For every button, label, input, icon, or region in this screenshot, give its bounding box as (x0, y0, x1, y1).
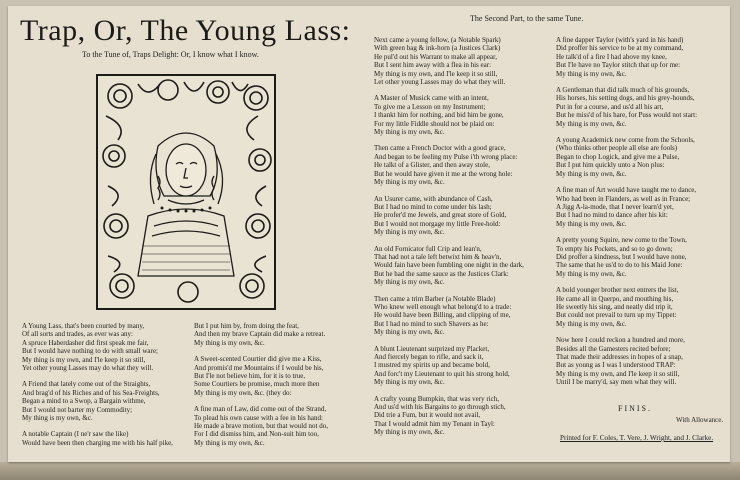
verse-line: A bold younger brother next entrers the list, (556, 286, 679, 295)
verse-line: My thing is my own, &c. (374, 178, 445, 187)
stanza (194, 405, 362, 447)
verse-line: He profer'd me Jewels, and great store of Gold, (374, 211, 507, 220)
verse-line: A notable Captain (I ne'r saw the like) (22, 430, 129, 439)
verse-line: Did trie a Fum, but it would not avail, (374, 411, 481, 420)
verse-line: (Who thinks other people all else are fools) (556, 144, 678, 153)
stanza (374, 245, 550, 287)
verse-line: Began a mind to a Swop, a Bargain withme, (22, 397, 146, 406)
verse-line: But I had no mind to dance after his kit: (556, 211, 668, 220)
verse-line: A Young Lass, that's been courted by many, (22, 322, 145, 330)
verse-line: For my little Fiddle should not be plaid on: (374, 119, 495, 128)
stanza (374, 36, 550, 86)
verse-line: Besides all the Gamesters recited before; (556, 344, 671, 353)
verse-line: A young Academick new come from the Schools, (556, 136, 695, 145)
verse-line: He pul'd out his Warrant to make all appear, (374, 52, 497, 61)
verse-line: But I had no mind to such Shavers as he: (374, 319, 489, 328)
verse-line: Who had been in Flanders, as well as in France; (556, 194, 691, 203)
verse-line: My thing is my own, and I'le keep it so still, (22, 355, 146, 364)
verse-line: He would have been Billing, and clipping of me, (374, 311, 511, 320)
verse-line: He made a brave motion, but that would not do, (194, 422, 328, 431)
verse-line: Now here I could reckon a hundred and more, (556, 336, 685, 345)
verse-line: That made their addresses in hopes of a snap, (556, 353, 683, 361)
verse-line: But I put him quickly unto a Non plus: (556, 161, 665, 170)
verse-line: He talk'd of a fire I had above my knee, (556, 52, 667, 61)
verse-line: And us'd with his Bargains to go through stich, (374, 403, 506, 412)
verse-line: Did proffer his service to be at my command, (556, 44, 684, 53)
verse-line: My thing is my own, and I'le keep it so still, (556, 369, 680, 378)
verse-line: And fiercely began to rifle, and sack it, (374, 353, 484, 361)
verse-line: A fine dapper Taylor (with's yard in his hand) (556, 36, 684, 44)
verse-column-b (194, 322, 362, 455)
stanza (374, 395, 550, 437)
stanza (556, 136, 732, 178)
verse-line: But he miss'd of his hare, for Puss would not start: (556, 111, 698, 120)
verse-line: Then came a trim Barber (a Notable Blade) (374, 294, 496, 303)
verse-line: My thing is my own, &c. (374, 428, 445, 437)
woodcut-portrait-icon (96, 74, 276, 310)
finis-label: FINIS. (618, 404, 653, 413)
verse-line: A pretty young Squire, new come to the Town, (556, 236, 687, 245)
verse-line: He sweetly his sing, and neatly did trip it, (556, 302, 673, 311)
verse-line: But could not prevail to turn up my Tippet: (556, 311, 677, 320)
verse-column-d (556, 36, 732, 395)
verse-line: A Master of Musick came with an intent, (374, 94, 489, 103)
verse-line: His horses, his setting dogs, and his grey-hounds, (556, 94, 695, 103)
verse-line: That had not a tale left betwixt him & heav'n, (374, 252, 502, 261)
verse-line: With green bag & ink-horn (a Justices Clark) (374, 44, 501, 53)
verse-line: Would fain have been fumbling one night in the dark, (374, 261, 524, 270)
printer-imprint: Printed for F. Coles, T. Vere, J. Wright, and J. Clarke. (560, 434, 714, 442)
verse-line: But I'le have no Taylor stitch that up for me: (556, 61, 681, 70)
verse-line: The same that he us'd to do to his Maid Jone: (556, 261, 683, 270)
verse-line: But I would not barter my Commodity; (22, 405, 133, 414)
verse-line: A Gentleman that did talk much of his grounds, (556, 86, 690, 95)
verse-line: Some Courtiers be promise, much more then (194, 380, 320, 389)
tune-line: To the Tune of, Traps Delight: Or, I know what I know. (82, 50, 259, 59)
verse-line: Would have been then charging me with his half pike, (22, 438, 173, 447)
verse-line: A fine man of Art would have taught me to dance, (556, 186, 697, 195)
ballad-title: Trap, Or, The Young Lass: (20, 14, 351, 47)
verse-line: I mustred my spirits up and became bold, (374, 361, 490, 370)
verse-line: My thing is my own, &c. (194, 338, 265, 347)
verse-line: My thing is my own, &c. (22, 414, 93, 423)
verse-line: Did proffer a kindness, but I would have none, (556, 252, 687, 261)
verse-line: But I'le not believe him, for it is to true, (194, 372, 306, 381)
stanza (374, 195, 550, 237)
verse-line: A spruce Haberdasher did first speak me fair, (22, 338, 149, 347)
stanza (194, 322, 362, 347)
verse-line: My thing is my own, &c. (556, 69, 627, 78)
verse-line: A Friend that lately come out of the Straights, (22, 380, 151, 389)
verse-line: My thing is my own, &c. (they do: (194, 388, 292, 397)
verse-line: Then came a French Doctor with a good grace, (374, 144, 506, 153)
verse-line: To give me a Lesson on my Instrument; (374, 102, 486, 111)
verse-line: My thing is my own, &c. (556, 269, 627, 278)
verse-line: My thing is my own, &c. (556, 169, 627, 178)
verse-line: My thing is my own, &c. (556, 119, 627, 128)
verse-line: He talkt of a Glister, and then away stole, (374, 161, 490, 170)
stanza (22, 430, 190, 447)
verse-line: Until I be marry'd, say men what they will. (556, 378, 677, 387)
broadside-page (8, 6, 730, 462)
second-part-heading: The Second Part, to the same Tune. (470, 14, 584, 23)
verse-line: An Usurer came, with abundance of Cash, (374, 194, 493, 203)
verse-line: He came all in Querpo, and mouthing his, (556, 294, 674, 303)
verse-line: But I sent him away with a flea in his ear: (374, 61, 492, 70)
verse-line: A blunt Lieutenant surprized my Placket, (374, 344, 490, 353)
verse-line: For I did dismiss him, and Non-suit him too, (194, 430, 319, 439)
verse-line: My thing is my own, &c. (374, 378, 445, 387)
verse-line: And promis'd me Mountains if I would be his, (194, 363, 324, 372)
verse-line: And began to be feeling my Pulse i'th wrong place: (374, 152, 518, 161)
book-bottom-edge (0, 462, 740, 480)
verse-line: Of all sorts and trades, as ever was any: (22, 330, 133, 339)
verse-line: And forc't my Lieutenant to quit his strong hold, (374, 369, 510, 378)
stanza (556, 36, 732, 78)
verse-line: Who knew well enough what belong'd to a trade: (374, 302, 512, 311)
stanza (374, 295, 550, 337)
verse-line: But he had the same sauce as the Justices Clark: (374, 269, 509, 278)
verse-line: But as young as I was I understood TRAP: (556, 361, 676, 370)
verse-line: That I would admit him my Tenant in Tayl: (374, 419, 495, 428)
verse-column-a (22, 322, 190, 455)
verse-line: My thing is my own, and I'le keep it so still, (374, 69, 498, 78)
verse-line: And brag'd of his Riches and of his Sea-Freights, (22, 388, 160, 397)
verse-line: A Jigg A-la-mode, that I never learn'd yet, (556, 202, 674, 211)
verse-line: My thing is my own, &c. (374, 278, 445, 287)
verse-line: My thing is my own, &c. (556, 319, 627, 328)
verse-line: Let other young Lasses may do what they will. (374, 78, 506, 87)
verse-line: But I would not morgage my little Free-hold: (374, 219, 501, 228)
verse-line: But he would have given it me at the wrong hole: (374, 169, 513, 178)
stanza (374, 345, 550, 387)
verse-line: Next came a young fellow, (a Notable Spark) (374, 36, 501, 44)
stanza (556, 86, 732, 128)
verse-line: My thing is my own, &c. (374, 228, 445, 237)
stanza (374, 94, 550, 136)
verse-line: To empty his Pockets, and so to go down; (556, 244, 673, 253)
stanza (556, 286, 732, 328)
verse-line: Put in for a course, and us'd all his art, (556, 102, 664, 111)
stanza (556, 236, 732, 278)
verse-line: But I put him by, from doing the feat, (194, 322, 299, 330)
stanza (556, 186, 732, 228)
stanza (22, 380, 190, 422)
verse-line: Began to chop Logick, and give me a Pulse, (556, 152, 680, 161)
verse-line: I thankt him for nothing, and bid him be gone, (374, 111, 504, 120)
verse-column-c (374, 36, 550, 445)
allowance-label: With Allowance. (676, 416, 724, 424)
verse-line: My thing is my own, &c. (556, 219, 627, 228)
verse-line: My thing is my own, &c. (374, 128, 445, 137)
verse-line: An old Fornicator full Crip and lean'n, (374, 244, 482, 253)
verse-line: A fine man of Law, did come out of the Strand, (194, 405, 327, 414)
verse-line: My thing is my own, &c. (194, 438, 265, 447)
verse-line: A Sweet-scented Courtier did give me a Kiss, (194, 355, 322, 364)
verse-line: And then my brave Captain did make a retreat. (194, 330, 326, 339)
verse-line: Yet other young Lasses may do what they will. (22, 364, 154, 373)
stanza (194, 355, 362, 397)
verse-line: To plead his own cause with a fee in his hand: (194, 413, 323, 422)
verse-line: My thing is my own, &c. (374, 328, 445, 337)
stanza (556, 336, 732, 386)
stanza (374, 144, 550, 186)
stanza (22, 322, 190, 372)
verse-line: But I would have nothing to do with small ware; (22, 347, 158, 356)
verse-line: But I had no mind to come under his lash; (374, 202, 492, 211)
verse-line: A crafty young Bumpkin, that was very rich, (374, 394, 500, 403)
